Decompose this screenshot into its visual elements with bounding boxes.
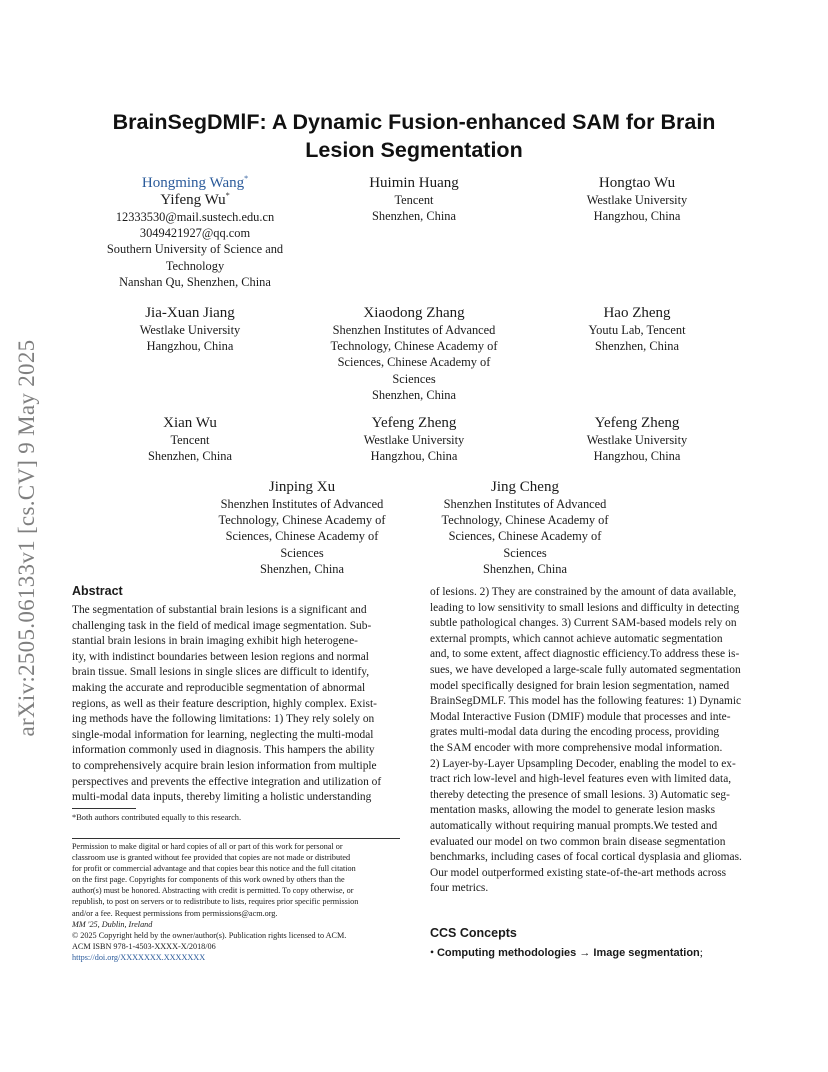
author-location: Nanshan Qu, Shenzhen, China (119, 274, 271, 289)
permission-line: for profit or commercial advantage and that copies bear this notice and the full citation (72, 864, 356, 874)
author-name: Yifeng Wu* (160, 191, 230, 208)
abstract-line: Our model outperformed existing state-of-the-art methods across (430, 866, 727, 879)
permission-line: Permission to make digital or hard copies of all or part of this work for personal or (72, 842, 343, 851)
author-affiliation: Youtu Lab, Tencent (588, 323, 686, 337)
author-email: 3049421927@qq.com (139, 226, 251, 241)
abstract-left-column (72, 603, 398, 806)
abstract-line: making the accurate and reproducible segmentation of abnormal (72, 681, 366, 694)
author-block-jing-cheng (415, 479, 635, 577)
author-location: Hangzhou, China (593, 449, 681, 464)
author-name: Yefeng Zheng (594, 415, 680, 431)
author-affiliation: Shenzhen Institutes of Advanced (443, 497, 607, 511)
author-name-link[interactable]: Hongming Wang* (141, 174, 249, 191)
author-affiliation: Westlake University (586, 433, 688, 447)
isbn-line: ACM ISBN 978-1-4503-XXXX-X/2018/06 (72, 941, 216, 951)
author-affiliation: Tencent (394, 193, 434, 207)
bullet-icon: • (430, 946, 435, 959)
author-block-hongming-wang (80, 175, 310, 290)
author-affiliation: Sciences, Chinese Academy of (448, 529, 602, 544)
ccs-terminator: ; (699, 946, 703, 959)
permission-rule (72, 838, 400, 839)
author-block-hongtao-wu (527, 175, 747, 224)
author-name: Jing Cheng (491, 479, 559, 495)
abstract-line: benchmarks, including cases of focal cortical dysplasia and gliomas. (430, 851, 742, 864)
author-affiliation: Westlake University (586, 193, 688, 207)
abstract-line: the SAM encoder with more comprehensive modal information. (430, 741, 723, 754)
author-affiliation: Westlake University (363, 433, 465, 447)
abstract-line: grates multi-modal data during the encoding process, providing (430, 726, 720, 739)
permission-line: classroom use is granted without fee provided that copies are not made or distributed (72, 853, 351, 863)
abstract-line: challenging task in the field of medical image segmentation. Sub- (72, 619, 372, 632)
author-affiliation: Shenzhen Institutes of Advanced (220, 497, 384, 511)
permission-line: and/or a fee. Request permissions from permissions@acm.org. (72, 908, 278, 918)
author-name: Xian Wu (163, 415, 217, 431)
conference-venue: MM '25, Dublin, Ireland (72, 919, 153, 929)
author-affiliation: Sciences, Chinese Academy of (337, 355, 491, 370)
abstract-line: ing methods have the following limitations: 1) They rely solely on (72, 713, 375, 726)
author-name: Jia-Xuan Jiang (145, 305, 235, 321)
author-affiliation: Technology, Chinese Academy of (218, 513, 386, 528)
author-block-xiaodong-zhang (304, 305, 524, 403)
abstract-line: leading to low sensitivity to small lesions and difficulty in detecting (430, 601, 740, 614)
permission-line: author(s) must be honored. Abstracting with credit is permitted. To copy otherwise, or (72, 886, 354, 896)
doi-link[interactable]: https://doi.org/XXXXXXX.XXXXXXX (72, 952, 206, 962)
abstract-line: brain tissue. Small lesions in single slices are difficult to identify, (72, 666, 370, 679)
abstract-right-column (430, 585, 756, 897)
author-block-xian-wu (80, 415, 300, 464)
arxiv-stamp: arXiv:2505.06133v1 [cs.CV] 9 May 2025 (14, 339, 39, 737)
title-line-2: Lesion Segmentation (305, 138, 523, 162)
author-affiliation: Tencent (170, 433, 210, 447)
abstract-line: perspectives and prevents the effective integration and utilization of (72, 775, 382, 788)
abstract-heading: Abstract (72, 584, 123, 598)
abstract-line: of lesions. 2) They are constrained by the amount of data available, (430, 586, 737, 598)
abstract-line: information commonly used in diagnosis. This hampers the ability (72, 744, 375, 757)
abstract-line: regions, as well as their feature description, highly complex. Exist- (72, 697, 377, 710)
author-affiliation: Shenzhen Institutes of Advanced (332, 323, 496, 337)
author-name: Hongtao Wu (598, 175, 676, 191)
abstract-line: ity, with indistinct boundaries between lesion regions and normal (72, 650, 369, 663)
permission-line: republish, to post on servers or to redistribute to lists, requires prior specific permission (72, 897, 359, 907)
author-affiliation: Sciences (392, 371, 436, 386)
author-location: Shenzhen, China (148, 449, 232, 464)
abstract-line: multi-modal data inputs, thereby limiting a holistic understanding (72, 791, 372, 804)
author-block-yefeng-zheng (304, 415, 524, 464)
abstract-line: four metrics. (430, 882, 489, 895)
author-affiliation: Technology, Chinese Academy of (441, 513, 609, 528)
abstract-line: BrainSegDMLF. This model has the following features: 1) Dynamic (430, 695, 742, 708)
author-block-jinping-xu (192, 479, 412, 577)
permission-block (72, 838, 400, 963)
abstract-line: tract rich low-level and high-level features even with limited data, (430, 773, 732, 786)
author-name: Jinping Xu (268, 479, 336, 495)
abstract-line: to comprehensively acquire brain lesion information from multiple (72, 759, 377, 772)
abstract-line: thereby detecting the presence of small lesions. 3) Automatic seg- (430, 788, 730, 801)
title-line-1: BrainSegDMlF: A Dynamic Fusion-enhanced SAM for Brain (112, 110, 716, 134)
abstract-line: mentation masks, allowing the model to generate lesion masks (430, 804, 716, 817)
author-block-huimin-huang (304, 175, 524, 224)
author-affiliation: Sciences (280, 545, 324, 560)
copyright-line: © 2025 Copyright held by the owner/author(s). Publication rights licensed to ACM. (72, 930, 347, 940)
footnote-rule (72, 808, 136, 809)
author-block-hao-zheng (527, 305, 747, 354)
abstract-line: subtle pathological changes. 3) Current SAM-based models rely on (430, 617, 737, 630)
abstract-line: and, to some extent, affect diagnostic efficiency.To address these is- (430, 648, 740, 661)
abstract-line: 2) Layer-by-Layer Upsampling Decoder, enabling the model to ex- (430, 757, 736, 770)
author-affiliation: Technology, Chinese Academy of (330, 339, 498, 354)
author-affiliation: Westlake University (139, 323, 241, 337)
author-name: Huimin Huang (369, 175, 459, 191)
footnote-equal-contribution: *Both authors contributed equally to this research. (72, 813, 242, 822)
ccs-concept: Computing methodologies → Image segmentation (436, 947, 700, 959)
author-block-jia-xuan-jiang (80, 305, 300, 354)
abstract-line: external prompts, which cannot achieve automatic segmentation (430, 632, 723, 645)
author-affiliation: Southern University of Science and (106, 242, 284, 257)
author-email: 12333530@mail.sustech.edu.cn (115, 210, 275, 224)
ccs-item (430, 946, 760, 959)
author-affiliation: Sciences, Chinese Academy of (225, 529, 379, 544)
abstract-line: stantial brain lesions in brain imaging exhibit high heterogene- (72, 635, 358, 648)
permission-line: on the first page. Copyrights for components of this work owned by others than the (72, 875, 345, 885)
ccs-heading: CCS Concepts (430, 926, 517, 940)
author-name: Yefeng Zheng (371, 415, 457, 431)
author-block-yefeng-zheng-2 (527, 415, 747, 464)
author-location: Shenzhen, China (483, 561, 567, 576)
author-affiliation: Sciences (503, 545, 547, 560)
abstract-line: evaluated our model on two common brain disease segmentation (430, 835, 726, 848)
author-location: Hangzhou, China (370, 449, 458, 464)
author-location: Shenzhen, China (595, 339, 679, 354)
abstract-line: sues, we have developed a large-scale fully automated segmentation (430, 663, 741, 676)
author-affiliation: Technology (165, 258, 225, 273)
author-name: Xiaodong Zhang (363, 305, 465, 321)
abstract-line: automatically without requiring manual prompts.We tested and (430, 819, 718, 832)
author-location: Hangzhou, China (146, 339, 234, 354)
abstract-line: single-modal information for learning, neglecting the multi-modal (72, 728, 374, 741)
author-location: Shenzhen, China (372, 387, 456, 402)
abstract-line: The segmentation of substantial brain lesions is a significant and (72, 604, 367, 616)
abstract-line: model specifically designed for brain lesion segmentation, named (430, 679, 730, 692)
author-location: Shenzhen, China (260, 561, 344, 576)
author-location: Hangzhou, China (593, 209, 681, 224)
author-name: Hao Zheng (603, 305, 671, 321)
author-location: Shenzhen, China (372, 209, 456, 224)
abstract-line: Modal Interactive Fusion (DMIF) module that processes and inte- (430, 710, 731, 723)
paper-title (70, 108, 758, 164)
